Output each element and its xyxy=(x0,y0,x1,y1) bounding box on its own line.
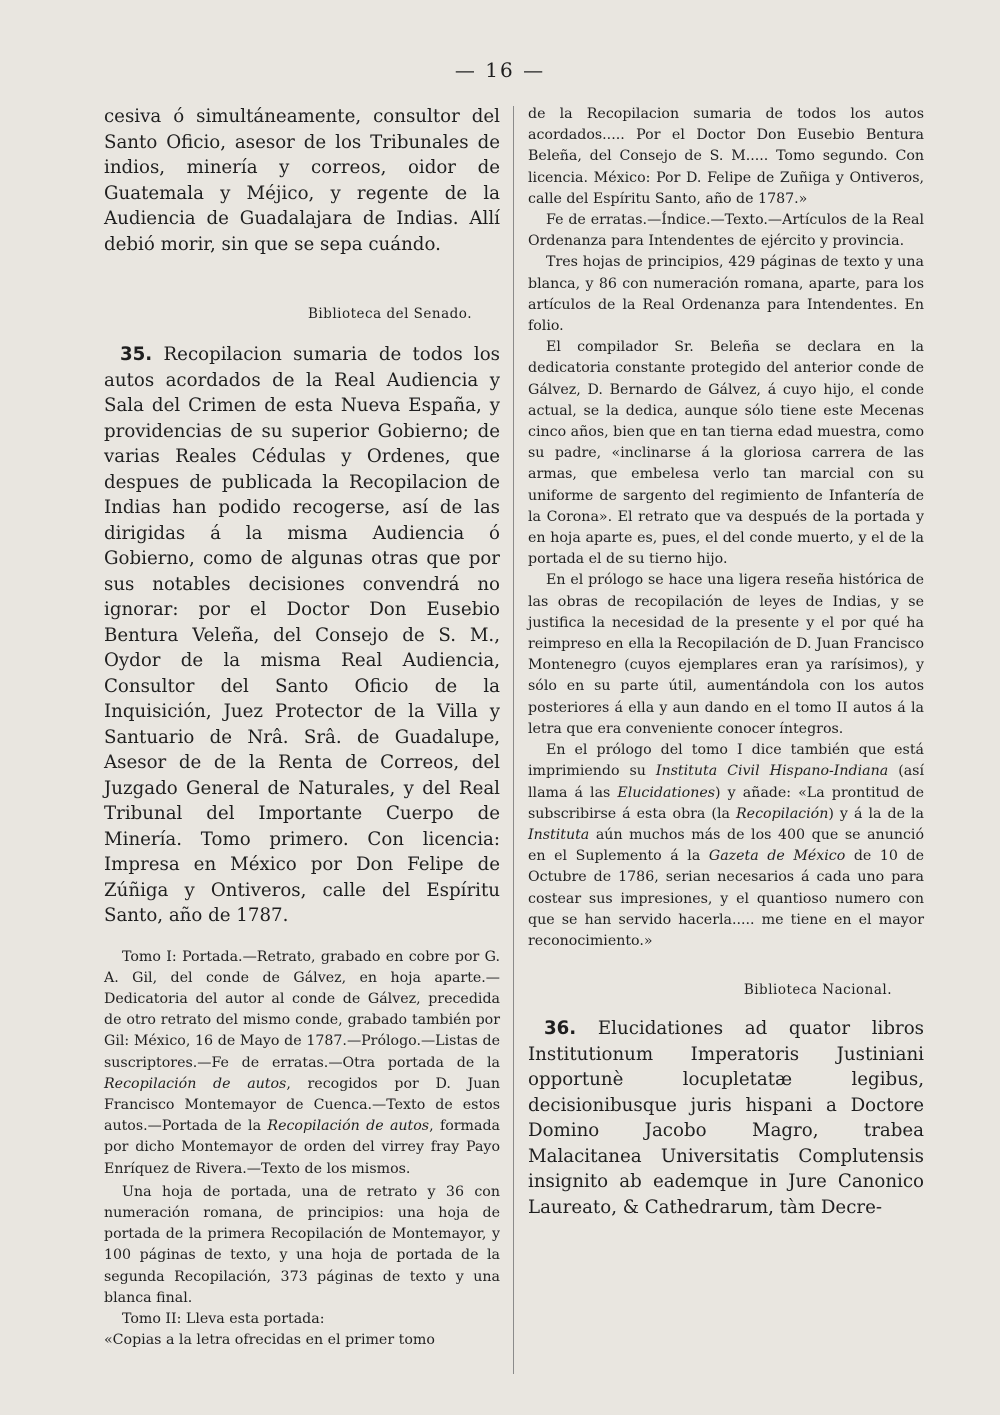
entry-title-36: Elucidationes ad quator libros Institutionum Imperatoris Justiniani opportunè locupletatæ legibus, decisionibusque juris hispani a Doctore Domino Jacobo Magro, trabea Malacitanea Universitatis Complutensis insignito ab eademque in Jure Canonico Laureato, & Cathedrarum, tàm Decre- xyxy=(528,1018,924,1218)
contents-paragraph: Fe de erratas.—Índice.—Texto.—Artículos de la Real Ordenanza para Intendentes de ejército y provincia. xyxy=(528,212,924,250)
prologue-paragraph: En el prólogo se hace una ligera reseña histórica de las obras de recopilación de leyes de Indias, y se justifica la necesidad de la presente y el por qué ha reimpreso en ella la Recopilación de D. Juan Francisco Montenegro (cuyos ejemplares eran ya rarísimos), y sólo en su parte útil, aumentándola con los autos posteriores á ella y aun dando en el tomo II autos á la letra que era conveniente conocer íntegros. xyxy=(528,572,924,737)
tomo-2-line: Tomo II: Lleva esta portada: xyxy=(122,1310,325,1327)
compiler-paragraph: El compilador Sr. Beleña se declara en la dedicatoria constante protegido del anterior conde de Gálvez, D. Bernardo de Gálvez, á cuyo hijo, el conde actual, se la dedica, aunque sólo tiene este Mecenas cinco años, bien que en tan tierna edad muestra, como su padre, «inclinarse á la gloriosa carrera de las armas, que embelesa verlo tan marcial con su uniforme de sargento del regimiento de Infantería de la Corona». El retrato que va después de la portada y en hoja aparte es, pues, el del conde muerto, y el de la portada el de su tierno hijo. xyxy=(528,339,924,568)
entry-number-36: 36. xyxy=(544,1018,577,1040)
right-column xyxy=(528,104,924,1220)
continued-title: de la Recopilacion sumaria de todos los autos acordados..... Por el Doctor Don Eusebio Bentura Beleña, del Consejo de S. M..... Tomo segundo. Con licencia. México: Por D. Felipe de Zuñiga y Ontiveros, calle del Espíritu Santo, año de 1787.» xyxy=(528,106,924,207)
entry-number: 35. xyxy=(120,344,153,365)
copias-line: «Copias a la letra ofrecidas en el primer tomo xyxy=(104,1332,435,1349)
entry-title: Recopilacion sumaria de todos los autos acordados de la Real Audiencia y Sala del Crimen de esta Nueva España, y providencias de su superior Gobierno; de varias Reales Cédulas y Ordenes, que despues de publicada la Recopilacion de Indias han podido recogerse, así de las dirigidas á la misma Audiencia ó Gobierno, como de algunas otras que por sus notables decisiones convendrá no ignorar: por el Doctor Don Eusebio Bentura Veleña, del Consejo de S. M., Oydor de la misma Real Audiencia, Consultor del Santo Oficio de la Inquisición, Juez Protector de la Villa y Santuario de Nrâ. Srâ. de Guadalupe, Asesor de de la Renta de Correos, del Juzgado General de Naturales, y del Real Tribunal del Importante Cuerpo de Minería. Tomo primero. Con licencia: Impresa en México por Don Felipe de Zúñiga y Ontiveros, calle del Espíritu Santo, año de 1787. xyxy=(104,344,500,926)
page-number: — 16 — xyxy=(454,58,546,82)
intro-paragraph: cesiva ó simultáneamente, consultor del Santo Oficio, asesor de los Tribunales de indios, minería y correos, oidor de Guatemala y Méjico, y regente de la Audiencia de Guadalajara de Indias. Allí debió morir, sin que se sepa cuándo. xyxy=(104,106,500,255)
library-attribution: Biblioteca del Senado. xyxy=(307,306,472,322)
entry-36 xyxy=(528,1016,924,1220)
library-attribution-2: Biblioteca Nacional. xyxy=(743,982,892,999)
column-divider xyxy=(513,106,514,1374)
collation-paragraph-2: Tres hojas de principios, 429 páginas de texto y una blanca, y 86 con numeración romana, aparte, para los artículos de la Real Ordenanza para Intendentes. En folio. xyxy=(528,254,924,335)
collation-paragraph: Una hoja de portada, una de retrato y 36 con numeración romana, de principios: una hoja de portada de la primera Recopilación de Montemayor, y 100 páginas de texto, y una hoja de portada de la segunda Recopilación, 373 páginas de texto y una blanca final. xyxy=(104,1183,500,1306)
entry-35 xyxy=(104,342,500,929)
prologue-quote-paragraph: En el prólogo del tomo I dice también que está imprimiendo su Instituta Civil Hispano-Indiana (así llama á las Elucidationes) y añade: «La prontitud de subscribirse á esta obra (la Recopilación) y á la de la Instituta aún muchos más de los 400 que se anunció en el Suplemento á la Gazeta de México de 10 de Octubre de 1786, serian necesarios á cada uno para costear sus impresiones, y el quantioso numero con que se han servido hacerla..... me tiene en el mayor reconocimiento.» xyxy=(528,742,924,949)
tomo-1-description: Tomo I: Portada.—Retrato, grabado en cobre por G. A. Gil, del conde de Gálvez, en hoja aparte.—Dedicatoria del autor al conde de Gálvez, precedida de otro retrato del mismo conde, grabado también por Gil: México, 16 de Mayo de 1787.—Prólogo.—Listas de suscriptores.—Fe de erratas.—Otra portada de la Recopilación de autos, recogidos por D. Juan Francisco Montemayor de Cuenca.—Texto de estos autos.—Portada de la Recopilación de autos, formada por dicho Montemayor de orden del virrey fray Payo Enríquez de Rivera.—Texto de los mismos. xyxy=(104,948,500,1177)
left-column xyxy=(104,104,500,1351)
